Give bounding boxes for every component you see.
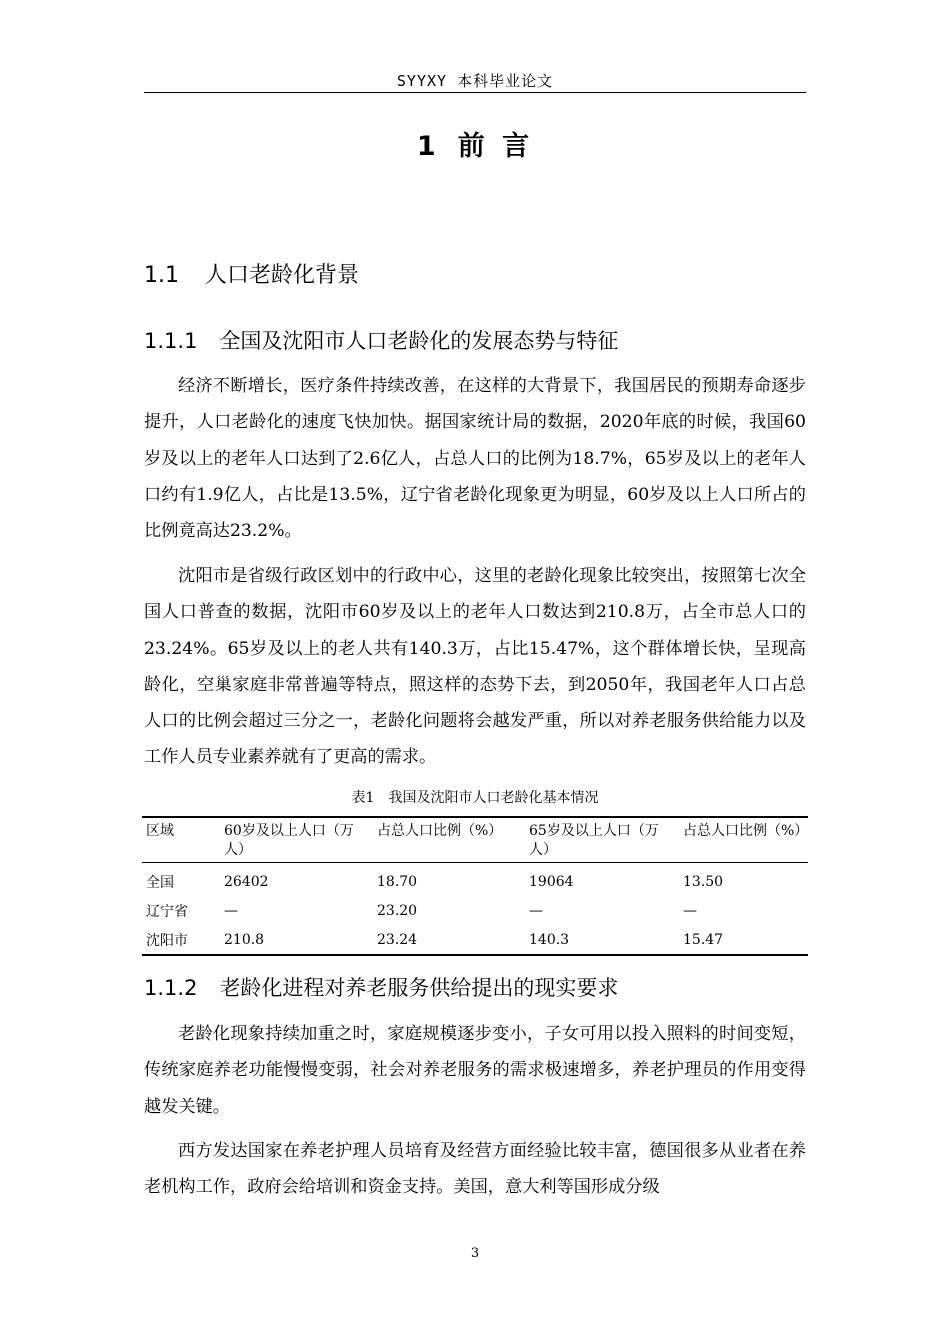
table-cell: 全国 xyxy=(146,874,174,891)
subsection-heading-1-1-2 xyxy=(144,972,618,1002)
subsection-number: 1.1.2 xyxy=(144,976,198,1000)
table-cell: 19064 xyxy=(529,873,574,890)
table-header-cell: 60岁及以上人口（万人） xyxy=(220,817,373,863)
table-cell: — xyxy=(683,902,697,919)
table-cell: 13.50 xyxy=(683,873,724,890)
table-cell: 140.3 xyxy=(529,931,570,948)
subsection-number: 1.1.1 xyxy=(144,329,198,353)
paragraph: 沈阳市是省级行政区划中的行政中心，这里的老龄化现象比较突出，按照第七次全国人口普查的数据，沈阳市60岁及以上的老年人口数达到210.8万，占全市总人口的23.24%。65岁及以上的老人共有140.3万，占比15.47%，这个群体增长快，呈现高龄化，空巢家庭非常普遍等特点，照这样的态势下去，到2050年，我国老年人口占总人口的比例会超过三分之一，老龄化问题将会越发严重，所以对养老服务供给能力以及工作人员专业素养就有了更高的需求。 xyxy=(144,566,806,768)
table-row xyxy=(142,863,808,897)
table-cell: 18.70 xyxy=(377,873,418,890)
table-cell: 15.47 xyxy=(683,931,724,948)
paragraph: 西方发达国家在养老护理人员培育及经营方面经验比较丰富，德国很多从业者在养老机构工作，政府会给培训和资金支持。美国，意大利等国形成分级 xyxy=(144,1141,806,1198)
table-cell: — xyxy=(224,902,238,919)
table-row xyxy=(142,925,808,955)
paragraph: 经济不断增长，医疗条件持续改善，在这样的大背景下，我国居民的预期寿命逐步提升，人口老龄化的速度飞快加快。据国家统计局的数据，2020年底的时候，我国60岁及以上的老年人口达到了2.6亿人，占总人口的比例为18.7%，65岁及以上的老年人口约有1.9亿人，占比是13.5%，辽宁省老龄化现象更为明显，60岁及以上人口所占的比例竟高达23.2%。 xyxy=(144,376,806,542)
table-cell: 沈阳市 xyxy=(146,932,188,949)
chapter-name: 前 言 xyxy=(457,131,534,162)
table-header-cell: 区域 xyxy=(142,817,220,863)
running-header: SYYXY 本科毕业论文 xyxy=(396,72,554,90)
section-heading-1-1 xyxy=(144,258,359,289)
data-table xyxy=(142,816,808,956)
table-cell: — xyxy=(529,902,543,919)
section-number: 1.1 xyxy=(144,263,179,288)
table-cell: 23.24 xyxy=(377,931,418,948)
table-cell: 210.8 xyxy=(224,931,265,948)
table-cell: 辽宁省 xyxy=(146,903,188,920)
table-cell: 23.20 xyxy=(377,902,418,919)
table-cell: 26402 xyxy=(224,873,269,890)
chapter-title xyxy=(144,124,806,163)
header-rule xyxy=(144,92,806,93)
table-header-cell: 占总人口比例（%） xyxy=(679,817,808,863)
table-header-cell: 65岁及以上人口（万人） xyxy=(525,817,679,863)
table-caption: 表1 我国及沈阳市人口老龄化基本情况 xyxy=(351,790,599,806)
chapter-number: 1 xyxy=(416,131,440,162)
subsection-title: 全国及沈阳市人口老龄化的发展态势与特征 xyxy=(219,329,619,353)
section-title: 人口老龄化背景 xyxy=(205,263,360,288)
page-number: 3 xyxy=(470,1246,480,1261)
paragraph: 老龄化现象持续加重之时，家庭规模逐步变小，子女可用以投入照料的时间变短，传统家庭养老功能慢慢变弱，社会对养老服务的需求极速增多，养老护理员的作用变得越发关键。 xyxy=(144,1024,806,1117)
subsection-title: 老龄化进程对养老服务供给提出的现实要求 xyxy=(219,976,619,1000)
subsection-heading-1-1-1 xyxy=(144,325,618,355)
table-header-cell: 占总人口比例（%） xyxy=(373,817,525,863)
table-row xyxy=(142,896,808,925)
table-header-row xyxy=(142,817,808,863)
